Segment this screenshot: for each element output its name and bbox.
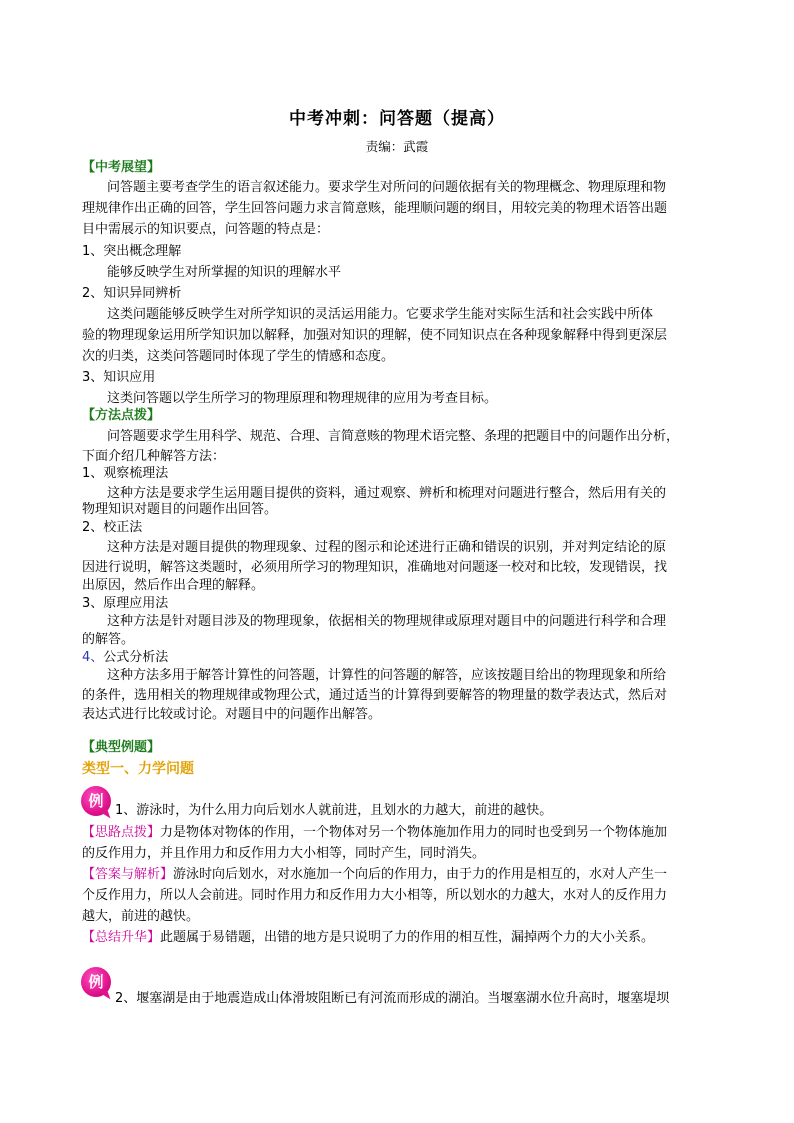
list-number: 4、 [82,650,104,665]
paragraph-line: 这种方法是对题目提供的物理现象、过程的图示和论述进行正确和错误的识别，并对判定结论的原 [107,540,667,555]
example-tip-line [82,823,667,843]
summary-tag: 【总结升华】 [82,930,161,945]
example-type-heading: 类型一、力学问题 [82,761,194,777]
paragraph-line: 因进行说明，解答这类题时，必须用所学习的物理知识，准确地对问题逐一校对和比较，发现错误，找 [82,560,668,575]
example-summary-line [82,928,654,948]
editor-line: 责编：武霞 [365,139,429,154]
page-title: 中考冲刺：问答题（提高） [289,109,505,129]
paragraph-line: 出原因，然后作出合理的解释。 [82,578,265,593]
list-item-title: 1、观察梳理法 [82,466,169,481]
paragraph-line: 理规律作出正确的回答，学生回答问题力求言简意赅，能理顺问题的纲目，用较完美的物理术语答出题 [82,201,668,216]
paragraph-line: 的条件，选用相关的物理规律或物理公式，通过适当的计算得到要解答的物理量的数学表达式，然后对 [82,688,668,703]
paragraph-line: 问答题要求学生用科学、规范、合理、言简意赅的物理术语完整、条理的把题目中的问题作出分析， [107,429,680,444]
example-question: 2、堰塞湖是由于地震造成山体滑坡阻断已有河流而形成的湖泊。当堰塞湖水位升高时，堰塞堤坝 [115,991,670,1006]
example-badge-icon: 例 [81,786,111,816]
paragraph-line: 这种方法是要求学生运用题目提供的资料，通过观察、辨析和梳理对问题进行整合，然后用有关的 [107,486,667,501]
example-badge-icon: 例 [81,967,111,997]
paragraph-line: 这类问答题以学生所学习的物理原理和物理规律的应用为考查目标。 [107,391,498,406]
paragraph-line: 次的归类，这类问答题同时体现了学生的情感和态度。 [82,349,395,364]
section-heading-methods: 【方法点拨】 [82,408,161,423]
list-item-title: 2、校正法 [82,520,143,535]
paragraph-line: 目中需展示的知识要点，问答题的特点是： [82,222,330,237]
list-item-title: 2、知识异同辨析 [82,286,182,301]
paragraph-line: 的反作用力，并且作用力和反作用力大小相等，同时产生，同时消失。 [82,846,486,861]
paragraph-line: 能够反映学生对所掌握的知识的理解水平 [107,265,342,280]
list-item-title: 3、原理应用法 [82,596,169,611]
example-question: 1、游泳时，为什么用力向后划水人就前进，且划水的力越大，前进的越快。 [115,803,553,818]
tip-tag: 【思路点拨】 [82,825,161,840]
paragraph-line: 问答题主要考查学生的语言叙述能力。要求学生对所问的问题依据有关的物理概念、物理原理和物 [107,180,667,195]
list-item-label: 公式分析法 [103,650,169,665]
summary-text: 此题属于易错题，出错的地方是只说明了力的作用的相互性，漏掉两个力的大小关系。 [160,930,655,945]
answer-text: 游泳时向后划水，对水施加一个向后的作用力，由于力的作用是相互的，水对人产生一 [173,867,668,882]
paragraph-line: 验的物理现象运用所学知识加以解释，加强对知识的理解，使不同知识点在各种现象解释中得到更深层 [82,328,668,343]
paragraph-line: 表达式进行比较或讨论。对题目中的问题作出解答。 [82,707,382,722]
paragraph-line: 个反作用力，所以人会前进。同时作用力和反作用力大小相等，所以划水的力越大，水对人的反作用力 [82,888,668,903]
paragraph-line: 物理知识对题目的问题作出回答。 [82,502,278,517]
paragraph-line: 这类问题能够反映学生对所学知识的灵活运用能力。它要求学生能对实际生活和社会实践中所体 [107,307,654,322]
tip-text: 力是物体对物体的作用，一个物体对另一个物体施加作用力的同时也受到另一个物体施加 [160,825,668,840]
paragraph-line: 越大，前进的越快。 [82,909,200,924]
paragraph-line: 这种方法多用于解答计算性的问答题，计算性的问答题的解答，应该按题目给出的物理现象和所给 [107,668,667,683]
paragraph-line: 的解答。 [82,632,135,647]
list-item-title: 3、知识应用 [82,370,156,385]
paragraph-line: 这种方法是针对题目涉及的物理现象，依据相关的物理规律或原理对题目中的问题进行科学和合理 [107,614,667,629]
section-heading-outlook: 【中考展望】 [82,160,161,175]
list-item-title: 1、突出概念理解 [82,244,182,259]
section-heading-examples: 【典型例题】 [82,740,161,755]
paragraph-line: 下面介绍几种解答方法： [82,449,226,464]
example-answer-line [82,865,667,885]
list-item-title [82,648,168,668]
answer-tag: 【答案与解析】 [82,867,174,882]
